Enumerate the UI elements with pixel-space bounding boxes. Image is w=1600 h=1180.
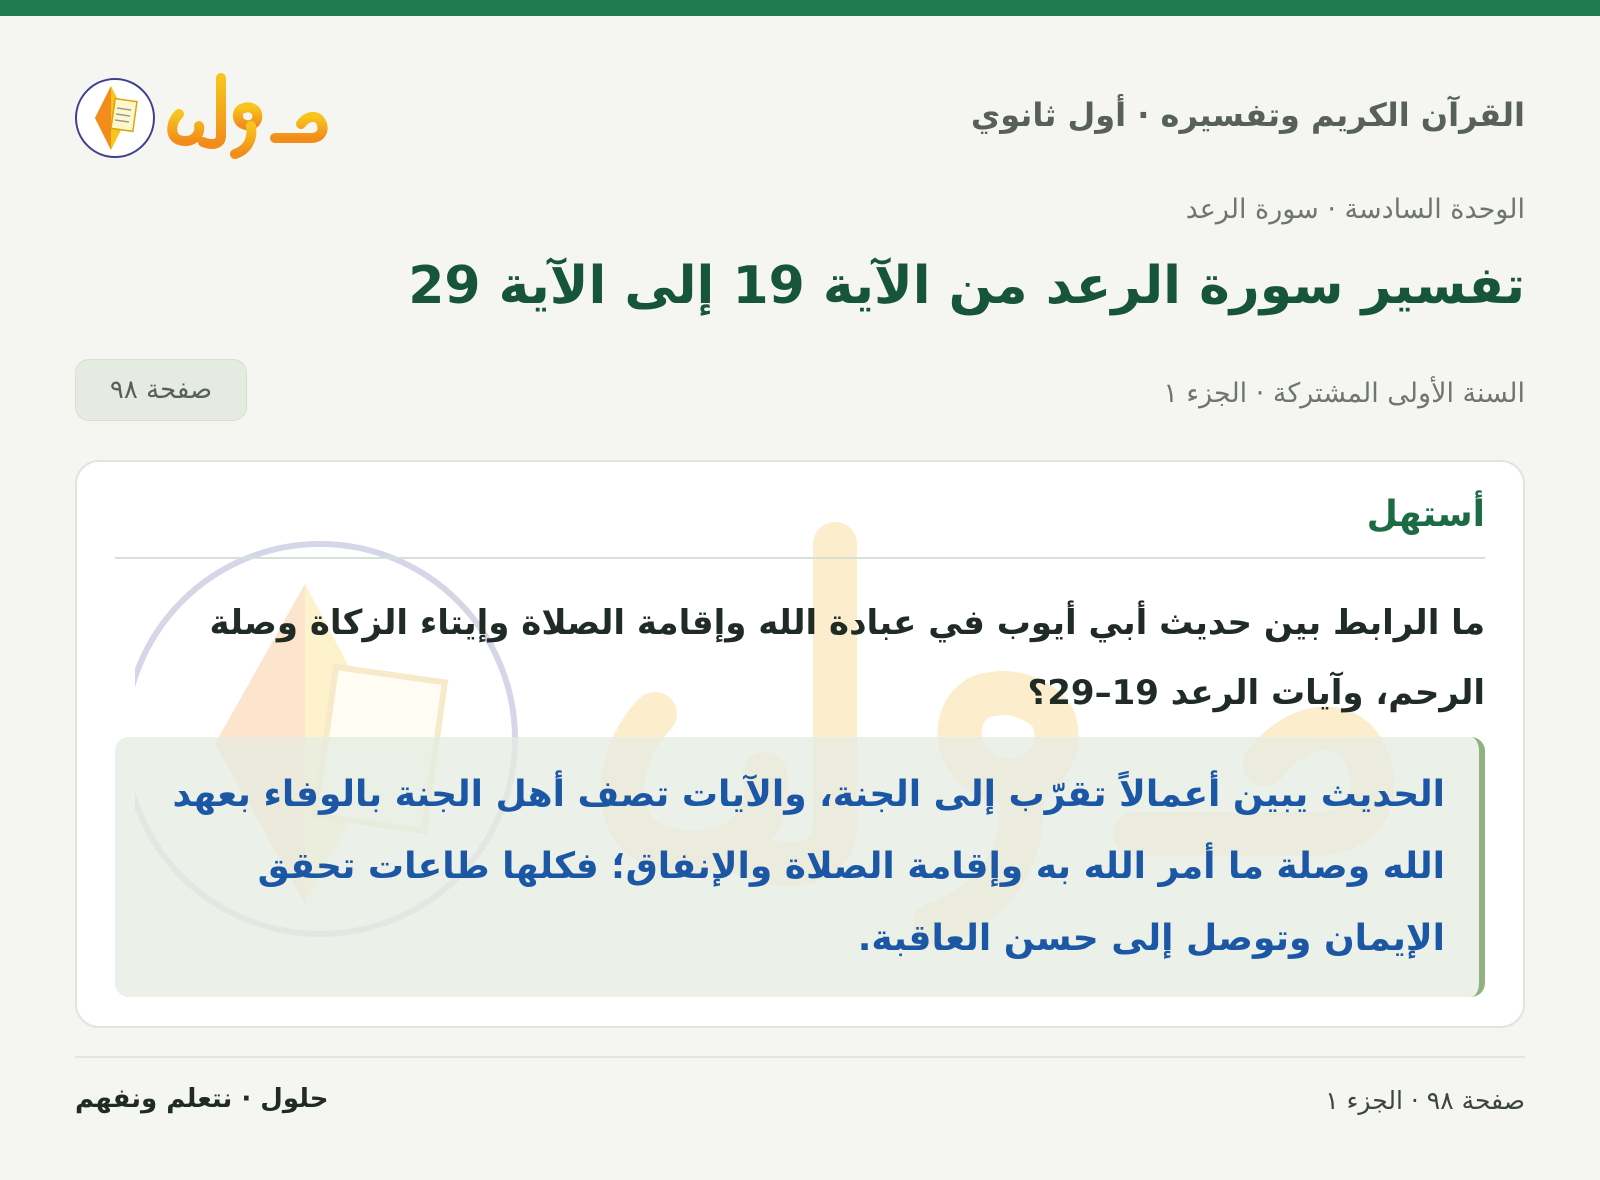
unit-breadcrumb: الوحدة السادسة · سورة الرعد — [1185, 194, 1525, 225]
header — [75, 56, 1525, 166]
footer-brand-tagline: حلول · نتعلم ونفهم — [75, 1084, 329, 1114]
footer-divider — [75, 1056, 1525, 1058]
question-text: ما الرابط بين حديث أبي أيوب في عبادة الله وإقامة الصلاة وإيتاء الزكاة وصلة الرحم، وآيات الرعد 19–29؟ — [209, 603, 1485, 713]
exercise-card — [75, 460, 1525, 1028]
footer-page-info: صفحة ٩٨ · الجزء ١ — [1325, 1086, 1525, 1115]
top-accent-bar — [0, 0, 1600, 16]
section-heading: أستهل — [1366, 494, 1485, 535]
page — [75, 16, 1525, 1180]
answer-text: الحديث يبين أعمالاً تقرّب إلى الجنة، والآيات تصف أهل الجنة بالوفاء بعهد الله وصلة ما أمر الله به وإقامة الصلاة والإنفاق؛ فكلها طاعات تحقق الإيمان وتوصل إلى حسن العاقبة. — [172, 774, 1445, 959]
book-emblem-icon — [76, 79, 154, 157]
brand-logo — [75, 66, 335, 166]
lesson-title: تفسير سورة الرعد من الآية 19 إلى الآية 29 — [408, 256, 1525, 316]
year-part-info: السنة الأولى المشتركة · الجزء ١ — [1163, 378, 1525, 409]
answer-box — [115, 737, 1485, 997]
page-number-badge: صفحة ٩٨ — [75, 359, 247, 421]
section-divider — [115, 557, 1485, 559]
course-title: القرآن الكريم وتفسيره · أول ثانوي — [970, 96, 1525, 134]
brand-wordmark-icon — [172, 78, 322, 154]
